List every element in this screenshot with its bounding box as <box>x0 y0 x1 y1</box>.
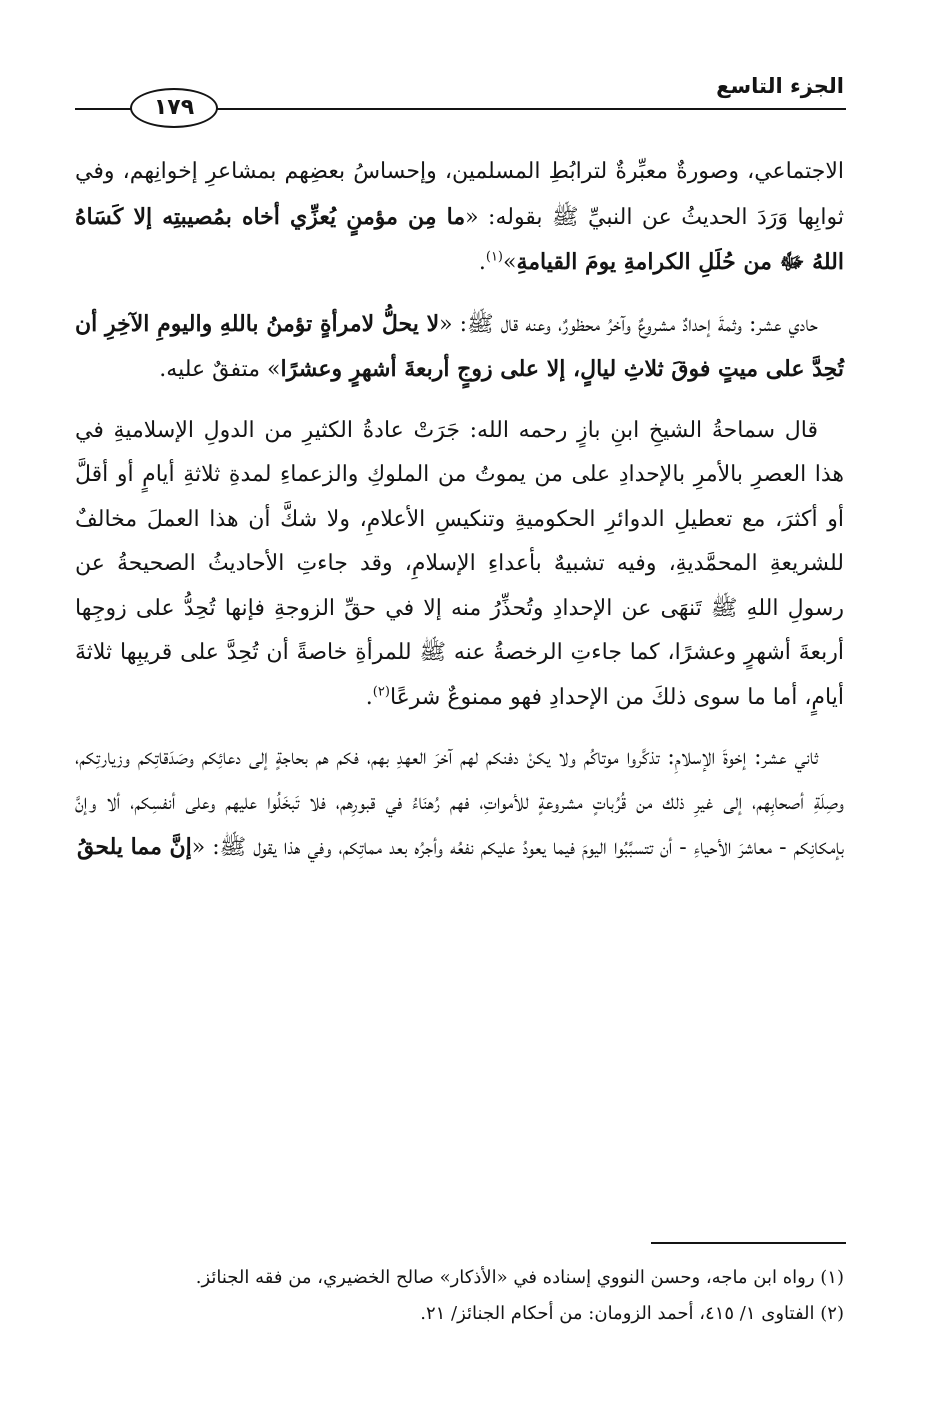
footnote-separator <box>651 1242 846 1244</box>
paragraph-2: حادي عشر: وثمةَ إحدادٌ مشروعٌ وآخرُ محظورٌ، وعنه قال ﷺ: «لا يحلُّ لامرأةٍ تؤمنُ باللهِ واليومِ الآخِرِ أن تُحِدَّ على ميتٍ فوقَ ثلاثِ ليالٍ، إلا على زوجٍ أربعةَ أشهرٍ وعشرًا» متفقٌ عليه. <box>75 310 844 382</box>
footnote-2: (٢) الفتاوى ١/ ٤١٥، أحمد الزومان: من أحكام الجنائز/ ٢١. <box>420 1303 844 1324</box>
paragraph-1: الاجتماعي، وصورةٌ معبِّرةٌ لترابُطِ المسلمين، وإحساسُ بعضِهم بمشاعرِ إخوانِهم، وفي ثوابِها وَرَدَ الحديثُ عن النبيِّ ﷺ بقوله: «ما مِن مؤمنٍ يُعزِّي أخاه بمُصيبتِه إلا كَسَاهُ اللهُ ﷻ من حُلَلِ الكرامةِ يومَ القيامةِ»$^{(١)}$. <box>75 159 844 275</box>
paragraph-4: ثاني عشر: إخوةَ الإسلامِ: تذكَّروا موتاكُم ولا يكنْ دفنكم لهم آخرَ العهدِ بهم، فكم هم بحاجةٍ إلى دعائِكم وصَدَقاتِكم وزيارتِكم، وصِلَةِ أصحابِهم، إلى غيرِ ذلك من قُرُباتٍ مشروعةٍ للأمواتِ، فهم رُهنَاءُ في قبورِهم، فلا تَبخَلُوا عليهم وعلى أنفسِكم، ألا وإنَّ بإمكانِكم - معاشرَ الأحياءِ - أن تتسبَّبُوا اليومَ فيما يعودُ عليكم نفعُه وأجرُه بعد مماتِكم، وفي هذا يقول ﷺ: «إنَّ مما يلحقُ <box>75 745 844 860</box>
page-header <box>0 60 944 130</box>
hadith-quote-3: إنَّ مما يلحقُ <box>77 834 192 860</box>
hadith-quote-2: لا يحلُّ لامرأةٍ تؤمنُ باللهِ واليومِ الآخِرِ أن تُحِدَّ على ميتٍ فوقَ ثلاثِ ليالٍ، إلا على زوجٍ أربعةَ أشهرٍ وعشرًا <box>75 310 844 382</box>
paragraph-3: قال سماحةُ الشيخِ ابنِ بازٍ رحمه الله: جَرَتْ عادةُ الكثيرِ من الدولِ الإسلاميةِ في هذا العصرِ بالأمرِ بالإحدادِ على من يموتُ من الملوكِ والزعماءِ لمدةِ ثلاثةِ أيامٍ أو أقلَّ أو أكثرَ، مع تعطيلِ الدوائرِ الحكوميةِ وتنكيسِ الأعلامِ، ولا شكَّ أن هذا العملَ مخالفٌ للشريعةِ المحمَّديةِ، وفيه تشبيهٌ بأعداءِ الإسلامِ، وقد جاءتِ الأحاديثُ الصحيحةُ عن رسولِ اللهِ ﷺ تَنهَى عن الإحدادِ وتُحذِّرُ منه إلا في حقِّ الزوجةِ فإنها تُحِدُّ على زوجِها أربعةَ أشهرٍ وعشرًا، كما جاءتِ الرخصةُ عنه ﷺ للمرأةِ خاصةً أن تُحِدَّ على قريبِها ثلاثةَ أيامٍ، أما ما سوى ذلكَ من الإحدادِ فهو ممنوعٌ شرعًا$^{(٢)}$. <box>75 417 844 710</box>
hadith-quote-1: ما مِن مؤمنٍ يُعزِّي أخاه بمُصيبتِه إلا كَسَاهُ اللهُ ﷻ من حُلَلِ الكرامةِ يومَ القيامةِ <box>75 203 844 275</box>
footnote-1: (١) رواه ابن ماجه، وحسن النووي إسناده في «الأذكار» صالح الخضيري، من فقه الجنائز. <box>195 1267 844 1288</box>
footnote-ref-1: (١) <box>485 249 503 265</box>
page-number: ١٧٩ <box>130 88 218 128</box>
running-title: الجزء التاسع <box>716 74 844 98</box>
main-text <box>75 150 844 887</box>
footnote-ref-2: (٢) <box>372 684 390 700</box>
footnotes <box>75 1260 844 1332</box>
